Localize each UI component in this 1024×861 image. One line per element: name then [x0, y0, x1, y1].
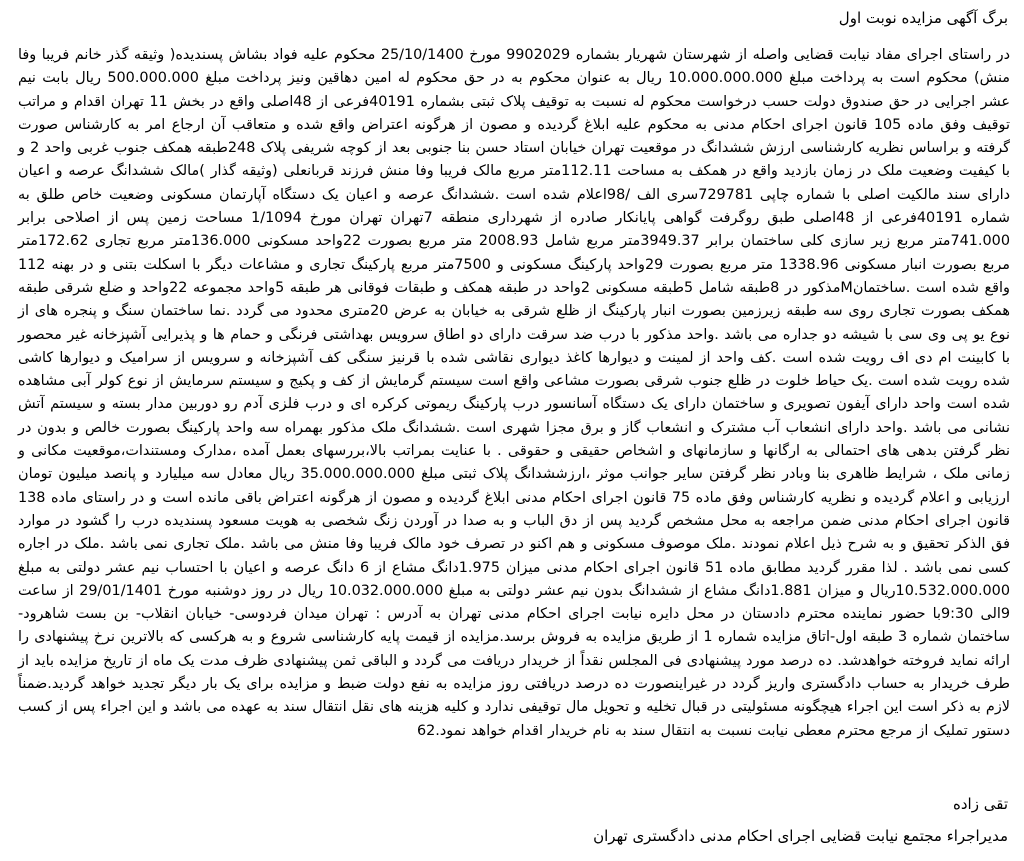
notice-body: در راستای اجرای مفاد نیابت قضایی واصله از شهرستان شهریار بشماره 9902029 مورخ 25/10/1400 محکوم علیه فواد بشاش پسندیده( وثیقه گذر خانم فریبا وفا منش) محکوم است به پرداخت مبلغ 10.000.000.000 ریال به عنوان محکوم به در حق محکوم له امین دهاقین ونیز پرداخت مبلغ 500.000.000 ریال بابت نیم عشر اجرایی در حق صندوق دولت حسب درخواست محکوم له نسبت به توقیف پلاک ثبتی بشماره 40191فرعی از 48اصلی واقع در بخش 11 تهران اقدام و مراتب توقیف وفق ماده 105 قانون اجرای احکام مدنی به محکوم علیه ابلاغ گردیده و مصون از هرگونه اعتراض واقع شده و متعاقب آن ارجاع امر به کارشناس صورت گرفته و براساس نظریه کارشناسی ارزش ششدانگ در موقعیت تهران خیابان استاد حسن بنا جنوبی بعد از کوچه شریفی پلاک 248طبقه همکف جنوب غربی واحد 2 و با کیفیت وضعیت ملک در زمان بازدید واقع در همکف به مساحت 112.11متر مربع مالک فریبا وفا منش فرزند قربانعلی (وثیقه گذار )مالک ششدانگ عرصه و اعیان دارای سند مالکیت اصلی با شماره چاپی 729781سری الف /98اعلام شده است .ششدانگ عرصه و اعیان یک دستگاه آپارتمان مسکونی وضعیت خاص طلق به شماره 40191فرعی از 48اصلی طبق روگرفت گواهی پایانکار صادره از شهرداری منطقه 7تهران تهران مورخ 1/1094 مساحت زمین پس از اصلاحی برابر 741.000متر مربع زیر سازی کلی ساختمان برابر 3949.37متر مربع شامل 2008.93 متر مربع بصورت 22واحد مسکونی 136.000متر مربع تجاری 172.62متر مربع بصورت انبار مسکونی 1338.96 متر مربع بصورت 29واحد پارکینگ مسکونی و 7500متر مربع پارکینگ تجاری و مشاعات دیگر با اسکلت بتنی و در بهنه 112 واقع شده است .ساختمانMمذکور در 8طبقه شامل 5طبقه مسکونی 2واحد در طبقه همکف و طبقات فوقانی هر طبقه 5واحد مجموعه 22واحد و ضلع شرقی طبقه همکف بصورت تجاری روی سه طبقه زیرزمین بصورت انبار پارکینگ از ظلع شرقی به خیابان به عرض 20متری محدود می گردد .نما ساختمان سنگ و پنجره های از نوع یو پی وی سی با شیشه دو جداره می باشد .واحد مذکور با درب ضد سرقت دارای دو اطاق سرویس بهداشتی فرنگی و حمام ها و پذیرایی آشپزخانه غیر محصور با کابینت ام دی اف رویت شده است .کف واحد از لمینت و دیوارها کاغذ دیواری نقاشی شده با قرنیز سنگی کف آشپزخانه و سرویس از سرامیک و دیوارها کاشی شده رویت شده است .یک حیاط خلوت در ظلع جنوب شرقی بصورت مشاعی واقع است سیستم گرمایش از کف و پکیج و سیستم سرمایش از نوع کولر آبی مشاهده شده است واحد دارای آیفون تصویری و ساختمان دارای یک دستگاه آسانسور درب پارکینگ ریموتی کرکره ای و درب فلزی آدم رو دوربین مدار بسته و سیستم آتش نشانی می باشد .واحد دارای انشعاب آب مشترک و انشعاب گاز و برق مجزا شهری است .ششدانگ ملک مذکور بهمراه سه واحد پارکینگ بصورت خالص و بدون در نظر گرفتن بدهی های احتمالی به ارگانها و سازمانهای و اشخاص حقیقی و حقوقی . با عنایت بمراتب بالا،بررسهای بعمل آمده ،مدارک ومستندات،موقعیت مکانی و زمانی ملک ، شرایط ظاهری بنا وبادر نظر گرفتن سایر جوانب موثر ،ارزششدانگ پلاک ثبتی مبلغ 35.000.000.000 ریال معادل سه میلیارد و پانصد میلیون تومان ارزیابی و اعلام گردیده و نظریه کارشناس وفق ماده 75 قانون اجرای احکام مدنی ابلاغ گردیده و مصون از هرگونه اعتراض باقی مانده است و در راستای ماده 138 قانون اجرای احکام مدنی ضمن مراجعه به محل مشخص گردید پس از دق الباب و به صدا در آوردن زنگ شخصی به هویت مسعود پسندیده درب را گشود در موارد فق الذکر تحقیق و به شرح ذیل اعلام نمودند .ملک موصوف مسکونی و هم اکنو در تصرف خود مالک فریبا وفا منش می باشد .ملک تجاری نمی باشد .ملک در اجاره کسی نمی باشد . لذا مقرر گردید مطابق ماده 51 قانون اجرای احکام مدنی میزان 1.975دانگ مشاع از 6 دانگ عرصه و اعیان با احتساب نیم عشر دولتی به مبلغ 10.532.000.000ریال و میزان 1.881دانگ مشاع از ششدانگ بدون نیم عشر دولتی به مبلغ 10.032.000.000 ریال در روز دوشنبه مورخ 29/01/1401 از ساعت 9الی 9:30با حضور نماینده محترم دادستان در محل دایره نیابت اجرای احکام مدنی تهران به آدرس : تهران میدان فردوسی- خیابان انقلاب- بن بست شاهرود- ساختمان شماره 3 طبقه اول-اتاق مزایده شماره 1 از طریق مزایده به فروش برسد.مزایده از قیمت پایه کارشناسی شروع و به هرکسی که بالاترین نرخ پیشنهادی را ارائه نماید فروخته خواهدشد. ده درصد مورد پیشنهادی فی المجلس نقداً از خریدار دریافت می گردد و الباقی ثمن پیشنهادی ظرف مدت یک ماه از تاریخ مزایده باید از طرف خریدار به حساب دادگستری واریز گردد در غیراینصورت ده درصد دریافتی روز مزایده به نفع دولت ضبط و مزایده برای یک بار دیگر تجدید خواهد گردید.ضمناً لازم به ذکر است این اجراء هیچگونه مسئولیتی در قبال تخلیه و تحویل مال توقیفی ندارد و کلیه هزینه های نقل انتقال سند به عهده می باشد و این اجراء پس از کسب دستور تملیک از مرجع محترم معطی نیابت نسبت به انتقال سند به نام خریدار اقدام خواهد نمود.62: [18, 47, 1011, 739]
signer-name: تقی زاده: [953, 795, 1008, 813]
notice-page: [18, 0, 1016, 861]
notice-title: برگ آگهی مزایده نوبت اول: [838, 9, 1008, 27]
signer-title: مدیراجراء مجتمع نیابت قضایی اجرای احکام مدنی دادگستری تهران: [593, 827, 1008, 845]
